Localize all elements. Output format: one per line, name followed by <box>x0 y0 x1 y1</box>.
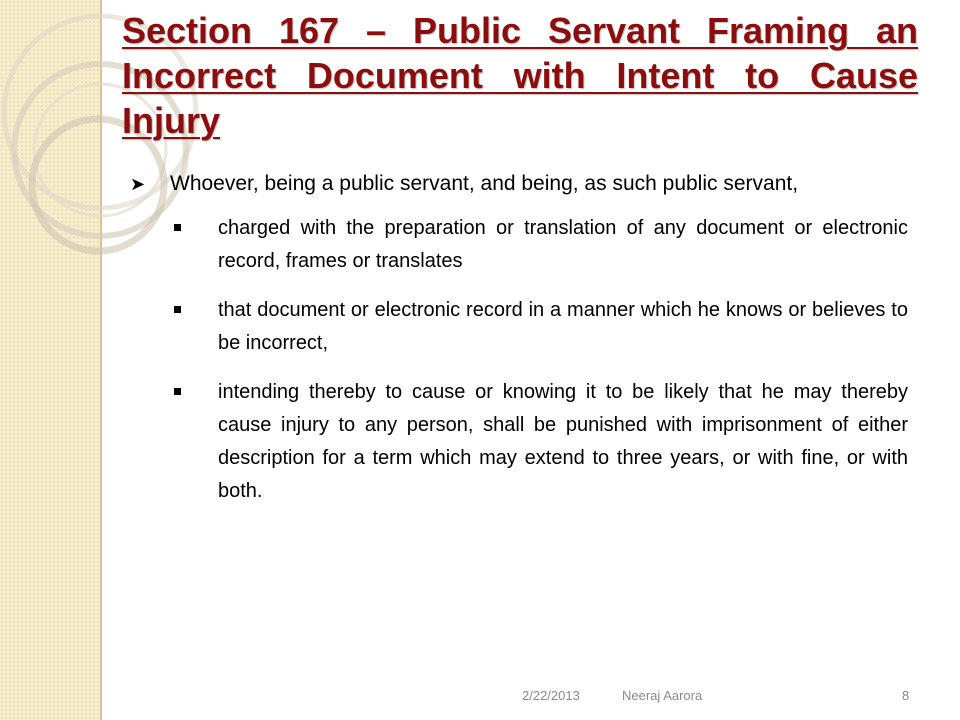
footer-author: Neeraj Aarora <box>622 688 703 703</box>
footer-date: 2/22/2013 <box>522 688 580 703</box>
footer-page-number: 8 <box>902 688 910 703</box>
slide-title: Section 167 – Public Servant Framing an Incorrect Document with Intent to Cause Injury <box>122 10 918 141</box>
sub-bullet-text: charged with the preparation or translation of any document or electronic record, frames or translates <box>218 217 908 272</box>
square-bullet-icon <box>174 388 181 395</box>
square-bullet-icon <box>174 306 181 313</box>
sub-bullet-text: that document or electronic record in a manner which he knows or believes to be incorrect, <box>218 299 908 354</box>
main-bullet <box>130 168 908 200</box>
square-bullet-icon <box>174 224 181 231</box>
sub-bullet-2 <box>130 294 908 360</box>
sub-bullet-1 <box>130 212 908 278</box>
main-bullet-text: Whoever, being a public servant, and being, as such public servant, <box>170 172 799 195</box>
slide-content <box>130 168 908 524</box>
sub-bullet-list <box>130 212 908 508</box>
sub-bullet-text: intending thereby to cause or knowing it to be likely that he may thereby cause injury to any person, shall be punished with imprisonment of either description for a term which may extend to three years, or with fine, or with both. <box>218 381 908 502</box>
arrowhead-bullet-icon: ➤ <box>130 174 146 194</box>
sub-bullet-3 <box>130 376 908 508</box>
